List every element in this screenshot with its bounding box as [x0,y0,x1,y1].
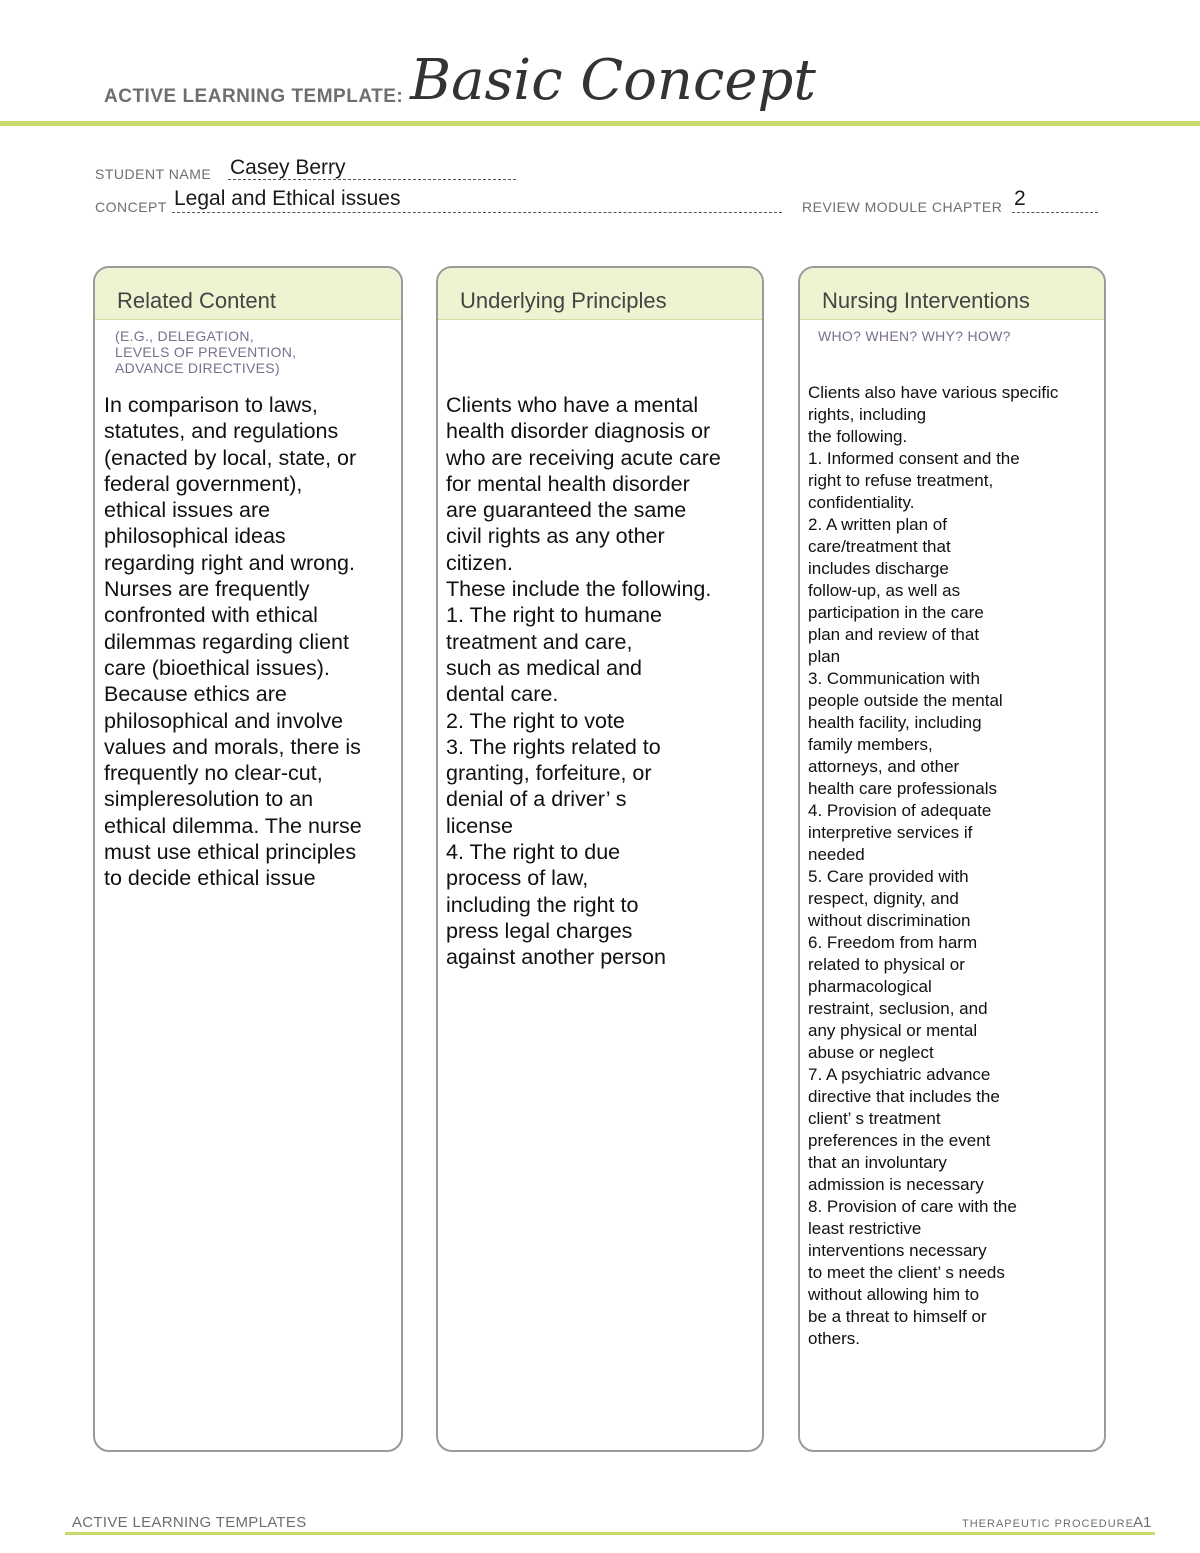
student-name-label: STUDENT NAME [95,166,212,182]
header-divider [0,121,1200,126]
footer-title: ACTIVE LEARNING TEMPLATES [72,1514,307,1531]
nursing-interventions-hint: WHO? WHEN? WHY? HOW? [818,328,1011,344]
related-content-hint: (E.G., DELEGATION, LEVELS OF PREVENTION, ADVANCE DIRECTIVES) [115,328,297,376]
footer-divider [65,1532,1155,1535]
footer-section: THERAPEUTIC PROCEDURE [962,1518,1134,1530]
concept-label: CONCEPT [95,199,167,215]
nursing-interventions-panel [798,266,1106,1452]
nursing-interventions-heading: Nursing Interventions [800,268,1104,320]
related-content-text[interactable]: In comparison to laws, statutes, and regulations (enacted by local, state, or federal government), ethical issues are philosophical ideas regarding right and wrong. Nurses are frequently confronted with ethical dilemmas regarding client care (bioethical issues). Because ethics are philosophical and involve values and morals, there is frequently no clear-cut, simpleresolution to an ethical dilemma. The nurse must use ethical principles to decide ethical issue [104,393,362,891]
concept-field[interactable]: Legal and Ethical issues [174,187,401,210]
underlying-principles-text[interactable]: Clients who have a mental health disorder diagnosis or who are receiving acute care for mental health disorder are guaranteed the same civil rights as any other citizen. These include the following. 1. The right to humane treatment and care, such as medical and dental care. 2. The right to vote 3. The rights related to granting, forfeiture, or denial of a driver’ s license 4. The right to due process of law, including the right to press legal charges against another person [446,393,721,970]
nursing-interventions-text[interactable]: Clients also have various specific rights, including the following. 1. Informed consent and the right to refuse treatment, confidentiality. 2. A written plan of care/treatment that includes discharge follow-up, as well as participation in the care plan and review of that plan 3. Communication with people outside the mental health facility, including family members, attorneys, and other health care professionals 4. Provision of adequate interpretive services if needed 5. Care provided with respect, dignity, and without discrimination 6. Freedom from harm related to physical or pharmacological restraint, seclusion, and any physical or mental abuse or neglect 7. A psychiatric advance directive that includes the client’ s treatment preferences in the event that an involuntary admission is necessary 8. Provision of care with the least restrictive interventions necessary to meet the client’ s needs without allowing him to be a threat to himself or others. [808,383,1059,1348]
related-content-panel [93,266,403,1452]
student-name-field[interactable]: Casey Berry [230,156,346,179]
chapter-field[interactable]: 2 [1014,187,1026,210]
chapter-underline [1012,211,1098,213]
related-content-heading: Related Content [95,268,401,320]
underlying-principles-heading: Underlying Principles [438,268,762,320]
page-title: Basic Concept [410,48,816,113]
concept-underline [172,211,782,213]
footer-page-number: A1 [1133,1514,1152,1531]
underlying-principles-panel [436,266,764,1452]
template-label: ACTIVE LEARNING TEMPLATE: [104,86,404,107]
chapter-label: REVIEW MODULE CHAPTER [802,199,1003,215]
student-name-underline [228,178,516,180]
